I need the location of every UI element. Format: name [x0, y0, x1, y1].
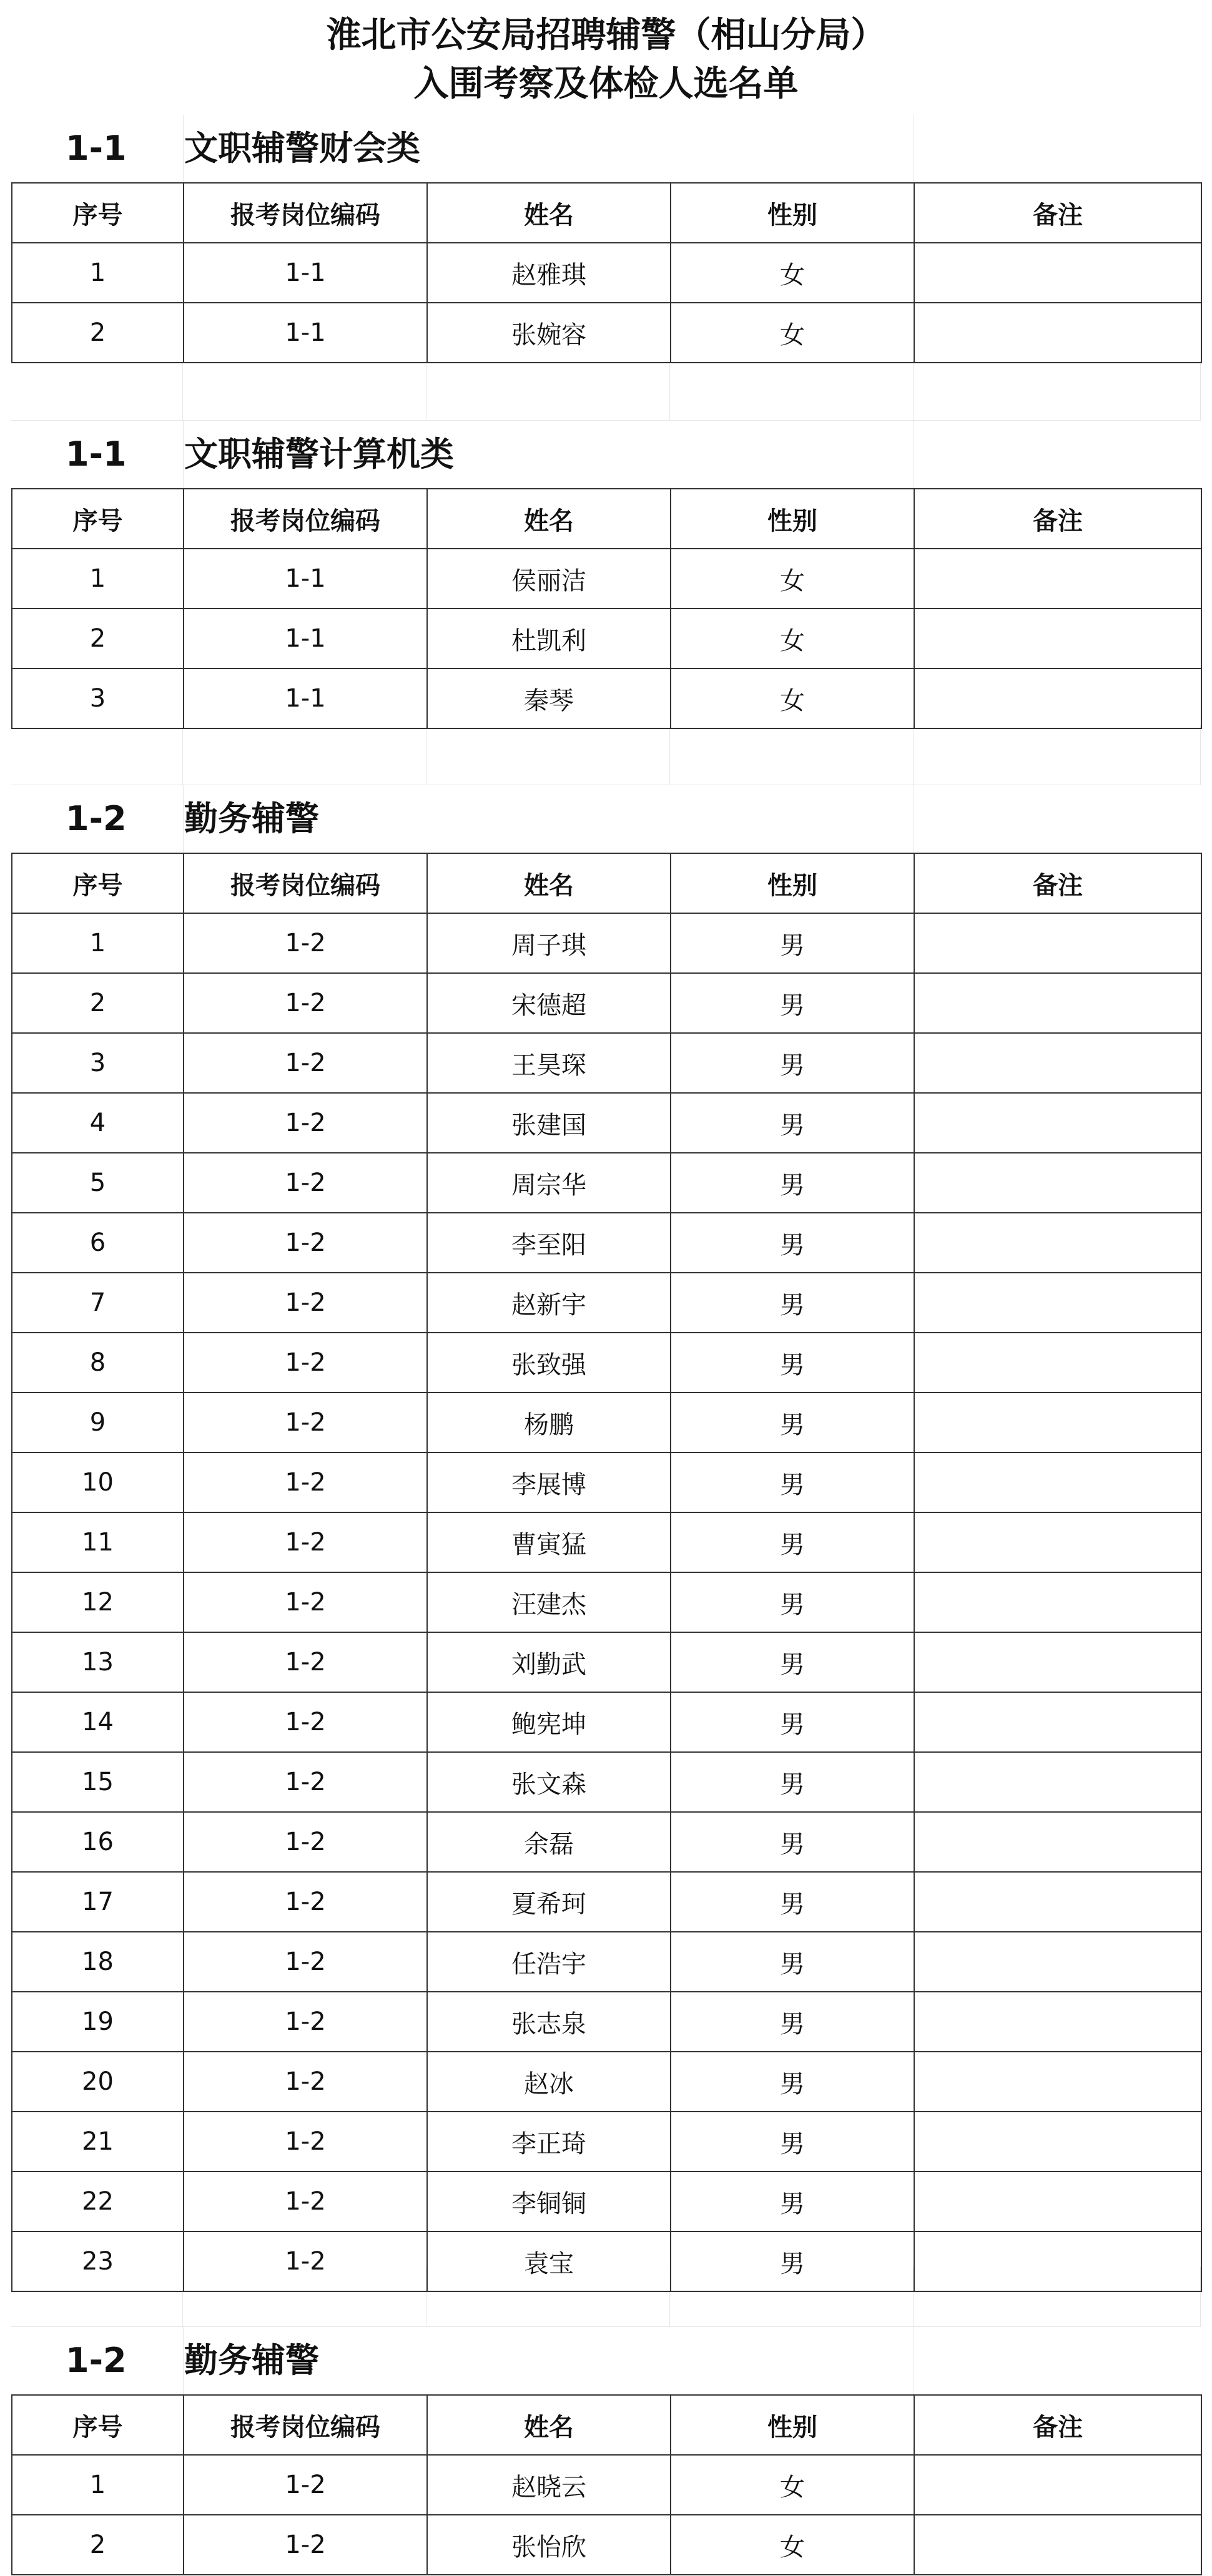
- header-row: [12, 183, 1201, 243]
- header-row: [12, 2395, 1201, 2455]
- table-row: [12, 1452, 1201, 1512]
- cell-remark: [914, 1093, 1201, 1153]
- table-row: [12, 1872, 1201, 1932]
- cell-remark: [914, 1872, 1201, 1932]
- section-header: [0, 2327, 1212, 2394]
- cell-no: 22: [12, 2172, 184, 2231]
- grid-line: [183, 785, 184, 853]
- cell-post-code: 1-2: [184, 1333, 427, 1393]
- col-header-post: 报考岗位编码: [184, 853, 427, 913]
- cell-remark: [914, 1512, 1201, 1572]
- col-header-post: 报考岗位编码: [184, 2395, 427, 2455]
- cell-no: 19: [12, 1992, 184, 2052]
- table-row: [12, 1333, 1201, 1393]
- cell-post-code: 1-2: [184, 1033, 427, 1093]
- col-header-gender: 性别: [671, 2395, 914, 2455]
- table-row: [12, 549, 1201, 609]
- cell-name: 周子琪: [427, 913, 671, 973]
- cell-remark: [914, 2515, 1201, 2575]
- cell-gender: 男: [671, 1572, 914, 1632]
- section-name: 文职辅警计算机类: [184, 434, 454, 474]
- cell-no: 2: [12, 609, 184, 668]
- roster-table: [11, 853, 1202, 2292]
- cell-remark: [914, 1033, 1201, 1093]
- col-header-no: 序号: [12, 183, 184, 243]
- table-row: [12, 913, 1201, 973]
- table-row: [12, 1393, 1201, 1452]
- cell-no: 20: [12, 2052, 184, 2112]
- cell-remark: [914, 1452, 1201, 1512]
- section-code: 1-2: [66, 799, 127, 838]
- col-header-remark: 备注: [914, 2395, 1201, 2455]
- cell-gender: 男: [671, 1992, 914, 2052]
- blank-cell: [183, 725, 426, 785]
- col-header-gender: 性别: [671, 853, 914, 913]
- cell-no: 2: [12, 973, 184, 1033]
- table-row: [12, 973, 1201, 1033]
- cell-gender: 男: [671, 1692, 914, 1752]
- blank-cell: [426, 361, 670, 421]
- cell-remark: [914, 1572, 1201, 1632]
- blank-cell: [914, 725, 1201, 785]
- blank-row: [0, 725, 1212, 785]
- cell-gender: 男: [671, 1273, 914, 1333]
- cell-no: 16: [12, 1812, 184, 1872]
- cell-gender: 女: [671, 549, 914, 609]
- cell-remark: [914, 1393, 1201, 1452]
- cell-gender: 男: [671, 1752, 914, 1812]
- cell-remark: [914, 2112, 1201, 2172]
- cell-name: 赵新宇: [427, 1273, 671, 1333]
- section-header: [0, 785, 1212, 853]
- table-row: [12, 1632, 1201, 1692]
- cell-gender: 男: [671, 973, 914, 1033]
- cell-name: 张建国: [427, 1093, 671, 1153]
- cell-gender: 男: [671, 2231, 914, 2291]
- cell-remark: [914, 2052, 1201, 2112]
- cell-no: 8: [12, 1333, 184, 1393]
- cell-name: 张怡欣: [427, 2515, 671, 2575]
- header-row: [12, 489, 1201, 549]
- cell-post-code: 1-2: [184, 973, 427, 1033]
- cell-post-code: 1-1: [184, 609, 427, 668]
- col-header-name: 姓名: [427, 853, 671, 913]
- cell-no: 2: [12, 303, 184, 363]
- grid-line: [183, 115, 184, 182]
- table-row: [12, 1992, 1201, 2052]
- cell-post-code: 1-2: [184, 2052, 427, 2112]
- cell-post-code: 1-2: [184, 2455, 427, 2515]
- cell-gender: 男: [671, 1153, 914, 1213]
- blank-cell: [914, 361, 1201, 421]
- table-row: [12, 1153, 1201, 1213]
- page-subtitle: 入围考察及体检人选名单: [413, 64, 799, 104]
- cell-remark: [914, 1812, 1201, 1872]
- section-name: 文职辅警财会类: [184, 129, 420, 168]
- cell-name: 刘勤武: [427, 1632, 671, 1692]
- cell-no: 3: [12, 668, 184, 728]
- cell-gender: 女: [671, 668, 914, 728]
- section-name: 勤务辅警: [184, 799, 319, 838]
- cell-remark: [914, 2231, 1201, 2291]
- table-row: [12, 2052, 1201, 2112]
- col-header-remark: 备注: [914, 489, 1201, 549]
- cell-remark: [914, 1333, 1201, 1393]
- cell-remark: [914, 1153, 1201, 1213]
- table-row: [12, 2231, 1201, 2291]
- cell-no: 21: [12, 2112, 184, 2172]
- cell-gender: 男: [671, 1872, 914, 1932]
- cell-gender: 男: [671, 1033, 914, 1093]
- blank-cell: [183, 361, 426, 421]
- cell-remark: [914, 1632, 1201, 1692]
- cell-post-code: 1-2: [184, 2231, 427, 2291]
- cell-name: 赵雅琪: [427, 243, 671, 303]
- cell-gender: 男: [671, 1932, 914, 1992]
- blank-cell: [670, 361, 914, 421]
- blank-cell: [11, 725, 183, 785]
- grid-line: [183, 421, 184, 488]
- cell-name: 杜凯利: [427, 609, 671, 668]
- cell-remark: [914, 1752, 1201, 1812]
- cell-remark: [914, 1273, 1201, 1333]
- cell-no: 1: [12, 913, 184, 973]
- cell-name: 赵晓云: [427, 2455, 671, 2515]
- roster-table: [11, 2394, 1202, 2575]
- table-row: [12, 1093, 1201, 1153]
- cell-no: 11: [12, 1512, 184, 1572]
- cell-post-code: 1-2: [184, 2172, 427, 2231]
- cell-name: 余磊: [427, 1812, 671, 1872]
- cell-gender: 女: [671, 303, 914, 363]
- cell-gender: 男: [671, 1213, 914, 1273]
- cell-gender: 男: [671, 2172, 914, 2231]
- cell-post-code: 1-2: [184, 913, 427, 973]
- cell-name: 秦琴: [427, 668, 671, 728]
- cell-post-code: 1-2: [184, 1153, 427, 1213]
- cell-no: 10: [12, 1452, 184, 1512]
- cell-gender: 女: [671, 2515, 914, 2575]
- cell-remark: [914, 1932, 1201, 1992]
- cell-gender: 男: [671, 1512, 914, 1572]
- cell-post-code: 1-2: [184, 1093, 427, 1153]
- cell-post-code: 1-2: [184, 1812, 427, 1872]
- page-title: 淮北市公安局招聘辅警（相山分局）: [326, 15, 886, 56]
- cell-no: 17: [12, 1872, 184, 1932]
- grid-line: [183, 2327, 184, 2394]
- cell-gender: 女: [671, 609, 914, 668]
- header-row: [12, 853, 1201, 913]
- cell-post-code: 1-2: [184, 1213, 427, 1273]
- cell-gender: 女: [671, 243, 914, 303]
- table-row: [12, 2455, 1201, 2515]
- section-code: 1-1: [66, 434, 127, 474]
- table-row: [12, 1692, 1201, 1752]
- cell-post-code: 1-2: [184, 1273, 427, 1333]
- col-header-post: 报考岗位编码: [184, 489, 427, 549]
- cell-name: 鲍宪坤: [427, 1692, 671, 1752]
- roster-table: [11, 488, 1202, 729]
- table-row: [12, 1572, 1201, 1632]
- cell-no: 14: [12, 1692, 184, 1752]
- cell-gender: 男: [671, 2112, 914, 2172]
- cell-no: 1: [12, 549, 184, 609]
- table-row: [12, 1033, 1201, 1093]
- cell-post-code: 1-2: [184, 1872, 427, 1932]
- cell-name: 任浩宇: [427, 1932, 671, 1992]
- cell-name: 李正琦: [427, 2112, 671, 2172]
- cell-name: 曹寅猛: [427, 1512, 671, 1572]
- cell-post-code: 1-2: [184, 2112, 427, 2172]
- blank-cell: [426, 725, 670, 785]
- cell-no: 1: [12, 243, 184, 303]
- cell-gender: 男: [671, 1093, 914, 1153]
- table-row: [12, 668, 1201, 728]
- blank-row: [0, 361, 1212, 421]
- cell-no: 3: [12, 1033, 184, 1093]
- cell-no: 23: [12, 2231, 184, 2291]
- cell-name: 袁宝: [427, 2231, 671, 2291]
- cell-remark: [914, 1992, 1201, 2052]
- cell-gender: 男: [671, 1333, 914, 1393]
- section-header: [0, 115, 1212, 182]
- table-row: [12, 2515, 1201, 2575]
- cell-post-code: 1-2: [184, 2515, 427, 2575]
- cell-no: 7: [12, 1273, 184, 1333]
- table-row: [12, 243, 1201, 303]
- section-name: 勤务辅警: [184, 2341, 319, 2380]
- cell-no: 13: [12, 1632, 184, 1692]
- table-row: [12, 609, 1201, 668]
- blank-cell: [670, 725, 914, 785]
- cell-name: 汪建杰: [427, 1572, 671, 1632]
- cell-post-code: 1-2: [184, 1632, 427, 1692]
- roster-table: [11, 182, 1202, 363]
- cell-remark: [914, 973, 1201, 1033]
- cell-post-code: 1-1: [184, 243, 427, 303]
- table-row: [12, 1213, 1201, 1273]
- cell-name: 张婉容: [427, 303, 671, 363]
- section-header: [0, 421, 1212, 488]
- table-row: [12, 1752, 1201, 1812]
- cell-post-code: 1-2: [184, 1572, 427, 1632]
- cell-name: 宋德超: [427, 973, 671, 1033]
- cell-name: 王昊琛: [427, 1033, 671, 1093]
- cell-no: 2: [12, 2515, 184, 2575]
- cell-remark: [914, 1692, 1201, 1752]
- table-row: [12, 2172, 1201, 2231]
- table-row: [12, 1273, 1201, 1333]
- section-code: 1-2: [66, 2341, 127, 2380]
- cell-name: 赵冰: [427, 2052, 671, 2112]
- cell-gender: 男: [671, 1452, 914, 1512]
- cell-post-code: 1-2: [184, 1452, 427, 1512]
- blank-cell: [11, 361, 183, 421]
- cell-remark: [914, 549, 1201, 609]
- table-row: [12, 303, 1201, 363]
- cell-remark: [914, 1213, 1201, 1273]
- cell-remark: [914, 913, 1201, 973]
- cell-remark: [914, 668, 1201, 728]
- cell-post-code: 1-1: [184, 549, 427, 609]
- cell-no: 5: [12, 1153, 184, 1213]
- col-header-no: 序号: [12, 2395, 184, 2455]
- cell-name: 侯丽洁: [427, 549, 671, 609]
- cell-gender: 女: [671, 2455, 914, 2515]
- cell-name: 杨鹏: [427, 1393, 671, 1452]
- cell-gender: 男: [671, 1632, 914, 1692]
- cell-remark: [914, 243, 1201, 303]
- cell-no: 6: [12, 1213, 184, 1273]
- cell-gender: 男: [671, 2052, 914, 2112]
- cell-post-code: 1-1: [184, 668, 427, 728]
- col-header-remark: 备注: [914, 183, 1201, 243]
- cell-no: 15: [12, 1752, 184, 1812]
- cell-no: 1: [12, 2455, 184, 2515]
- cell-remark: [914, 2172, 1201, 2231]
- cell-post-code: 1-2: [184, 1992, 427, 2052]
- cell-no: 9: [12, 1393, 184, 1452]
- cell-no: 18: [12, 1932, 184, 1992]
- col-header-name: 姓名: [427, 489, 671, 549]
- cell-gender: 男: [671, 1393, 914, 1452]
- col-header-post: 报考岗位编码: [184, 183, 427, 243]
- cell-gender: 男: [671, 1812, 914, 1872]
- cell-name: 李铜铜: [427, 2172, 671, 2231]
- cell-post-code: 1-2: [184, 1512, 427, 1572]
- cell-remark: [914, 2455, 1201, 2515]
- cell-name: 李展博: [427, 1452, 671, 1512]
- table-row: [12, 1512, 1201, 1572]
- section-code: 1-1: [66, 129, 127, 168]
- col-header-gender: 性别: [671, 183, 914, 243]
- col-header-no: 序号: [12, 853, 184, 913]
- cell-name: 周宗华: [427, 1153, 671, 1213]
- cell-post-code: 1-2: [184, 1692, 427, 1752]
- cell-remark: [914, 303, 1201, 363]
- cell-no: 12: [12, 1572, 184, 1632]
- col-header-name: 姓名: [427, 183, 671, 243]
- cell-remark: [914, 609, 1201, 668]
- table-row: [12, 2112, 1201, 2172]
- cell-name: 张志泉: [427, 1992, 671, 2052]
- table-row: [12, 1932, 1201, 1992]
- col-header-remark: 备注: [914, 853, 1201, 913]
- cell-name: 张致强: [427, 1333, 671, 1393]
- cell-post-code: 1-2: [184, 1393, 427, 1452]
- cell-gender: 男: [671, 913, 914, 973]
- cell-no: 4: [12, 1093, 184, 1153]
- cell-post-code: 1-2: [184, 1932, 427, 1992]
- cell-name: 夏希珂: [427, 1872, 671, 1932]
- col-header-no: 序号: [12, 489, 184, 549]
- table-row: [12, 1812, 1201, 1872]
- cell-name: 李至阳: [427, 1213, 671, 1273]
- col-header-gender: 性别: [671, 489, 914, 549]
- cell-name: 张文森: [427, 1752, 671, 1812]
- cell-post-code: 1-1: [184, 303, 427, 363]
- col-header-name: 姓名: [427, 2395, 671, 2455]
- cell-post-code: 1-2: [184, 1752, 427, 1812]
